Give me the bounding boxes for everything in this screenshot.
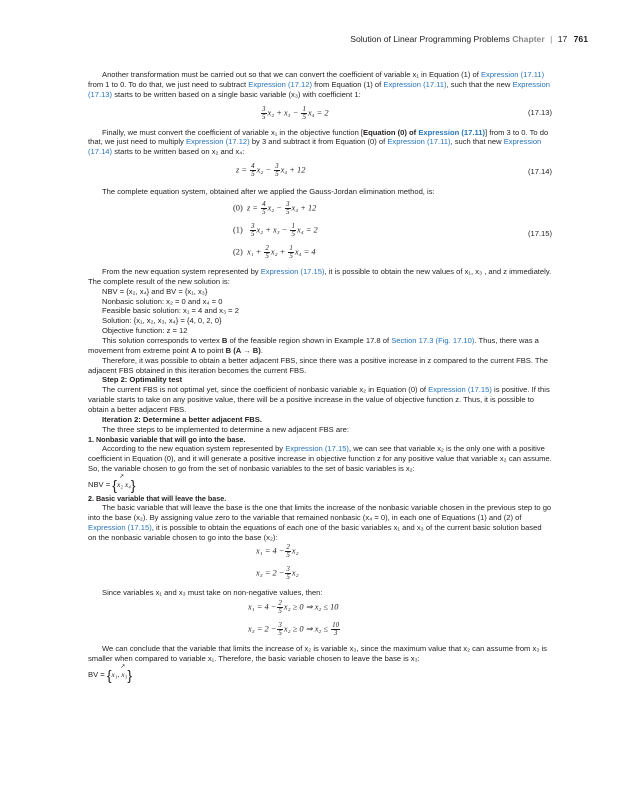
link-expression-17-15[interactable]: Expression (17.15): [285, 443, 349, 453]
link-expression-17-12[interactable]: Expression (17.12): [248, 79, 313, 89]
link-expression-17-11[interactable]: Expression (17.11): [387, 137, 451, 147]
equation-17-14: [88, 157, 552, 187]
link-expression-17-15[interactable]: Expression (17.15): [260, 267, 325, 277]
equation-number: (17.14): [527, 167, 552, 177]
chapter-label: Chapter: [512, 34, 545, 44]
equation-number: (17.13): [527, 107, 552, 117]
nonnegativity-inequalities: [88, 598, 552, 644]
equation-body: z = $\frac{4}{5}$ x₂ − $\frac{3}{5}$ x₄ + 12: [236, 162, 306, 179]
page-number: 761: [573, 34, 588, 44]
solution-vector: Solution: {x₁, x₂, x₃, x₄} = {4, 0, 2, 0}: [102, 316, 222, 326]
nbv-set: NBV = {x₂ x₄ ↗ }: [88, 473, 136, 493]
paragraph-6: Therefore, it was possible to obtain a better adjacent FBS, since there was a positive increase in z compared to the current FBS. The adjacent FBS obtained in this iteration becomes the current FBS.: [88, 355, 549, 375]
paragraph-10: The basic variable that will leave the base is the one that limits the increase of the nonbasic variable chosen in the previous step to go into the base (x₂). By assigning value zero to the variable that remained nonbasic (x₄ = 0), in each one of Equations (1) and (2) of Expression (17.15), it is possible to obtain the equations of each one of the basic variables x₁ and x₃ of the current basic solution based on the nonbasic variable chosen to go into the base (x₂):: [88, 502, 552, 542]
link-fig-17-10[interactable]: (Fig. 17.10): [435, 336, 475, 346]
link-expression-17-11[interactable]: Expression (17.11): [418, 127, 486, 137]
link-expression-17-12[interactable]: Expression (17.12): [185, 137, 250, 147]
list-item-1-heading: 1. Nonbasic variable that will go into the base.: [88, 434, 246, 444]
link-section-17-3[interactable]: Section 17.3: [391, 336, 434, 346]
link-expression-17-11[interactable]: Expression (17.11): [383, 79, 447, 89]
equation-x3: x₃ = 2 − $\frac{3}{5}$ x₂: [256, 565, 299, 582]
paragraph-1: [88, 70, 552, 100]
step-2-heading: Step 2: Optimality test: [102, 375, 183, 385]
solution-objective: Objective function: z = 12: [102, 326, 188, 336]
paragraph-3: The complete equation system, obtained after we applied the Gauss-Jordan elimination method, is:: [102, 187, 435, 197]
text: , such that the new: [446, 79, 511, 89]
equation-line-1: (1) $\frac{3}{5}$ x₂ + x₃ − $\frac{1}{5}$ x₄ = 2: [233, 222, 318, 239]
inequality-x1: x₁ = 4 − $\frac{2}{5}$ x₂ ≥ 0 ⇒ x₂ ≤ 10: [248, 599, 339, 616]
paragraph-11: Since variables x₁ and x₃ must take on non-negative values, then:: [102, 588, 323, 598]
text: from 1 to 0. To do that, we just need to subtract: [88, 79, 247, 89]
equation-17-13: [88, 100, 552, 128]
paragraph-9: According to the new equation system represented by Expression (17.15), we can see that variable x₂ is the only one with a positive coefficient in Equation (0), and it will generate a positive increase in objective function z for any positive value that variable x₂ can assume. So, the variable chosen to go from the set of nonbasic variables to the set of basic variables is x₂:: [88, 443, 552, 473]
inequality-x3: x₃ = 2 − $\frac{3}{5}$ x₂ ≥ 0 ⇒ x₂ ≤ $\frac{10}{3}$: [248, 621, 340, 638]
equation-number: (17.15): [527, 229, 552, 239]
paragraph-4: From the new equation system represented by Expression (17.15), it is possible to obtain the new values of x₁, x₃ , and z immediately. The complete result of the new solution is:: [88, 267, 552, 286]
equation-line-0: (0) z = $\frac{4}{5}$ x₂ − $\frac{3}{5}$ x₄ + 12: [233, 200, 317, 217]
paragraph-2: Finally, we must convert the coefficient of variable x₁ in the objective function [Equation (0) of Expression (17.11)] from 3 to 0. To do that, we just need to multiply Expression (17.12) by 3 and subtract it from Equation (0) of Expression (17.11), such that new Expression (17.14) starts to be written based on x₂ and x₄:: [88, 127, 549, 157]
chapter-number: 17: [557, 34, 568, 44]
link-expression-17-13[interactable]: Expression (17.13): [88, 79, 551, 99]
link-expression-17-11[interactable]: Expression (17.11): [480, 70, 545, 79]
main-content: [88, 70, 552, 684]
bv-set: BV = {x₁, x₃ ↗ }: [88, 664, 133, 683]
iteration-2-heading: Iteration 2: Determine a better adjacent FBS.: [102, 414, 262, 424]
paragraph-12: We can conclude that the variable that limits the increase of x₂ is variable x₃, since the maximum value that x₂ can assume from x₃ is smaller when compared to variable x₁. Therefore, the basic variable chosen to leave the base is x₃:: [88, 644, 547, 664]
header-separator: |: [550, 34, 553, 44]
running-header: [350, 34, 588, 45]
paragraph-7: The current FBS is not optimal yet, since the coefficient of nonbasic variable x₂ in Equation (0) of Expression (17.15) is positive. If this variable starts to take on any positive value, there will be a positive increase in the value of objective function z. Thus, it is possible to obtain a better adjacent FBS.: [88, 385, 550, 415]
equation-body: $\frac{3}{5}$ x₂ + x₃ − $\frac{1}{5}$ x₄ = 2: [262, 104, 329, 121]
text: from Equation (1) of: [314, 79, 382, 89]
solution-nonbasic: Nonbasic solution: x₂ = 0 and x₄ = 0: [102, 296, 223, 306]
header-title: Solution of Linear Programming Problems: [350, 34, 510, 44]
link-expression-17-15[interactable]: Expression (17.15): [428, 385, 492, 395]
solution-feasible-basic: Feasible basic solution: x₁ = 4 and x₃ = 2: [102, 306, 239, 316]
equation-line-2: (2) x₁ + $\frac{2}{5}$ x₂ + $\frac{1}{5}$ x₄ = 4: [233, 244, 316, 261]
text: Another transformation must be carried out so that we can convert the coefficient of variable x₁ in Equation (1) of: [102, 70, 479, 79]
equation-x1: x₁ = 4 − $\frac{2}{5}$ x₂: [256, 543, 299, 560]
link-expression-17-14[interactable]: Expression (17.14): [88, 137, 542, 157]
solution-nbv-bv: NBV = {x₂, x₄} and BV = {x₁, x₃}: [102, 286, 208, 296]
list-item-2-heading: 2. Basic variable that will leave the base.: [88, 493, 227, 503]
paragraph-5: This solution corresponds to vertex B of the feasible region shown in Example 17.8 of Section 17.3 (Fig. 17.10). Thus, there was a movement from extreme point A to point B (A → B).: [88, 336, 539, 355]
equation-17-15: [88, 197, 552, 267]
paragraph-8: The three steps to be implemented to determine a new adjacent FBS are:: [102, 424, 349, 434]
link-expression-17-15[interactable]: Expression (17.15): [88, 522, 152, 532]
text: starts to be written based on a single basic variable (x₃) with coefficient 1:: [114, 89, 361, 99]
basic-variable-equations: [88, 542, 552, 588]
